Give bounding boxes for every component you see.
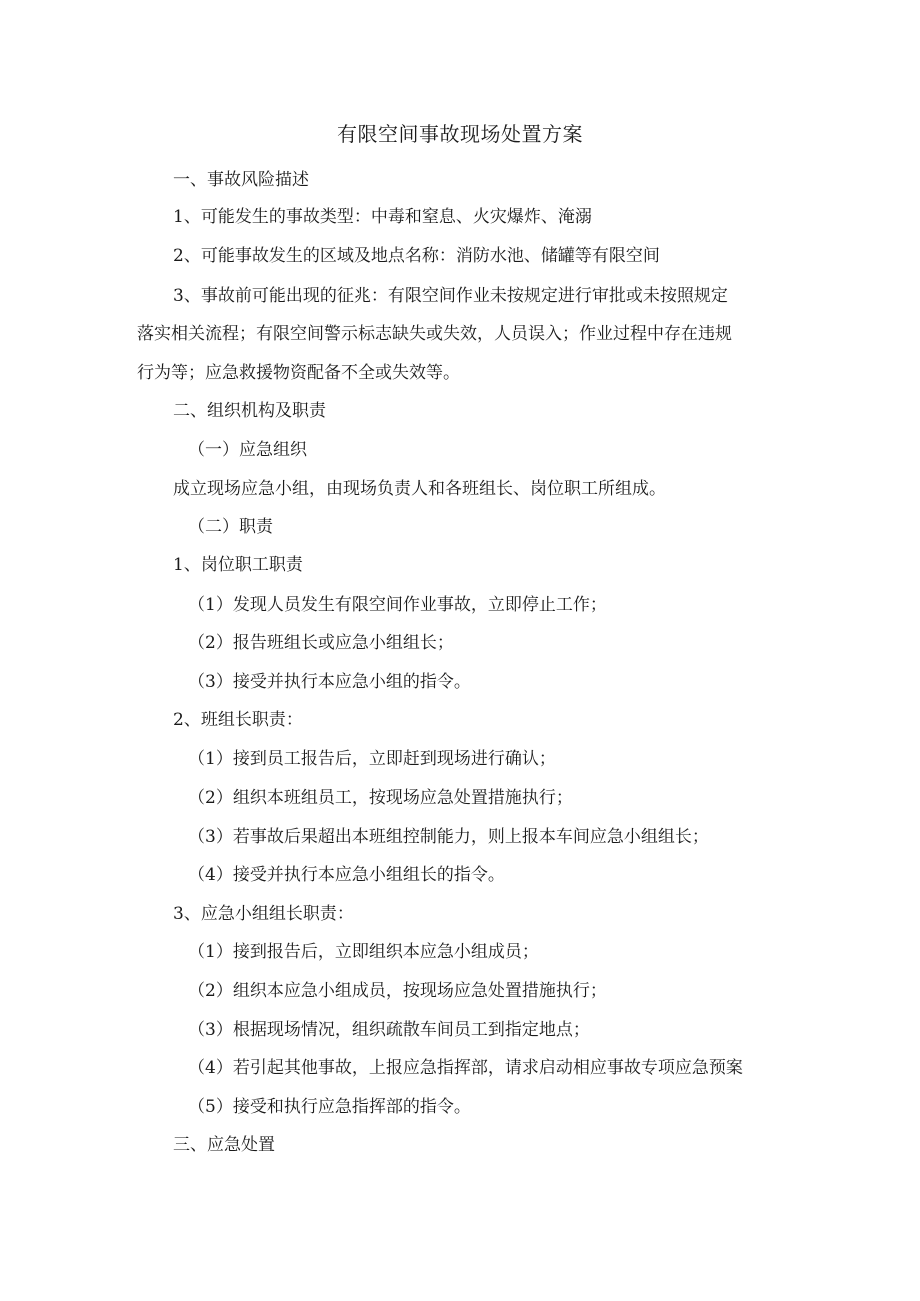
paragraph-accident-types: 1、可能发生的事故类型：中毒和窒息、火灾爆炸、淹溺 [173, 207, 592, 227]
list-item: （3）若事故后果超出本班组控制能力，则上报本车间应急小组组长； [188, 827, 709, 847]
section-heading-organization: 二、组织机构及职责 [173, 401, 326, 421]
document-title: 有限空间事故现场处置方案 [337, 122, 583, 146]
paragraph-emergency-group: 成立现场应急小组，由现场负责人和各班组长、岗位职工所组成。 [173, 479, 666, 499]
section-heading-emergency-response: 三、应急处置 [173, 1135, 275, 1155]
list-item: （3）根据现场情况，组织疏散车间员工到指定地点； [188, 1020, 590, 1040]
list-item: （2）组织本班组员工，按现场应急处置措施执行； [188, 788, 573, 808]
subheading-duties: （二）职责 [188, 517, 273, 537]
list-item: （2）组织本应急小组成员，按现场应急处置措施执行； [188, 981, 607, 1001]
duty-heading-staff: 1、岗位职工职责 [173, 555, 303, 575]
paragraph-warning-signs-cont: 行为等；应急救援物资配备不全或失效等。 [137, 363, 460, 383]
duty-heading-group-leader: 3、应急小组组长职责： [173, 904, 354, 924]
paragraph-accident-locations: 2、可能事故发生的区域及地点名称：消防水池、储罐等有限空间 [173, 246, 660, 266]
duty-heading-team-leader: 2、班组长职责： [173, 710, 303, 730]
list-item: （4）接受并执行本应急小组组长的指令。 [188, 865, 505, 885]
paragraph-warning-signs: 3、事故前可能出现的征兆：有限空间作业未按规定进行审批或未按照规定 [173, 286, 728, 306]
paragraph-warning-signs-cont: 落实相关流程；有限空间警示标志缺失或失效，人员误入；作业过程中存在违规 [137, 324, 732, 344]
section-heading-risk: 一、事故风险描述 [173, 170, 309, 190]
list-item: （3）接受并执行本应急小组的指令。 [188, 672, 471, 692]
subheading-emergency-org: （一）应急组织 [188, 440, 307, 460]
list-item: （1）发现人员发生有限空间作业事故，立即停止工作； [188, 595, 607, 615]
list-item: （4）若引起其他事故，上报应急指挥部，请求启动相应事故专项应急预案 [188, 1058, 743, 1078]
list-item: （1）接到报告后，立即组织本应急小组成员； [188, 942, 539, 962]
list-item: （2）报告班组长或应急小组组长； [188, 633, 454, 653]
list-item: （1）接到员工报告后，立即赶到现场进行确认； [188, 749, 556, 769]
list-item: （5）接受和执行应急指挥部的指令。 [188, 1097, 471, 1117]
